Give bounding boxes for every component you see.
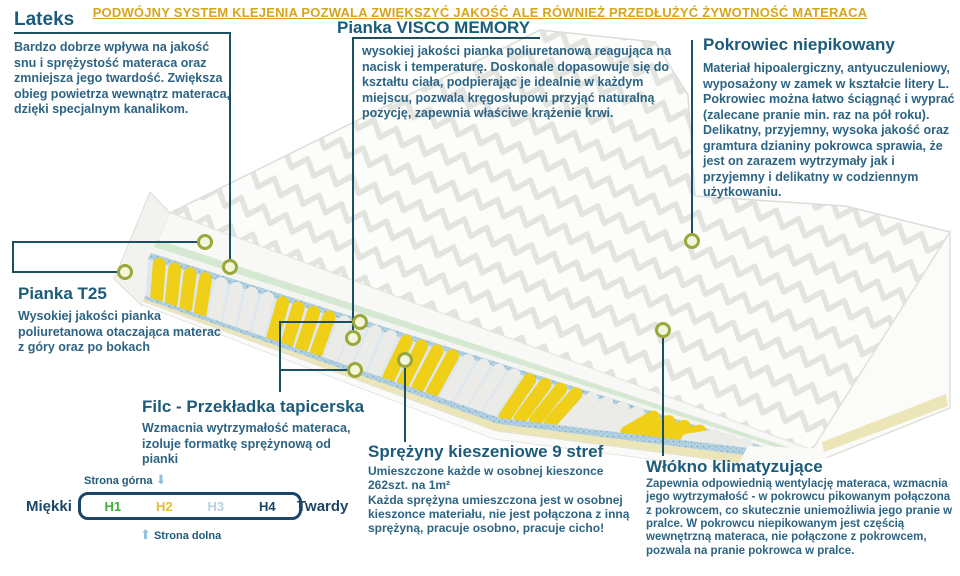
section-body-sprezyny-1: Umieszczone każde w osobnej kieszonce 262szt. na 1m² [368,464,604,492]
section-title-pokrowiec: Pokrowiec niepikowany [703,35,895,54]
section-title-wlokno: Włókno klimatyzujące [646,457,823,476]
section-body-wlokno: Zapewnia odpowiednią wentylację materaca, wzmacnia jego wytrzymałość - w pokrowcu pikowanym połączona z pokrowcem, co skutecznie uniemożliwia jego pranie w pralce. W pokrowcu niepikowanym jest częścią wewnętrzną materaca, nie połączone z pokrowcem, pozwala na pranie pokrowca w pralce. [646,478,953,557]
section-body-lateks: Bardzo dobrze wpływa na jakość snu i sprężystość materaca oraz zmniejsza jego twardość. Zwiększa obieg powietrza wewnątrz materaca, dzięki specjalnym kanalikom. [14,40,231,116]
firmness-level-h4: H4 [258,498,276,514]
section-title-visco: Pianka VISCO MEMORY [337,18,531,37]
section-body-pianka-t25: Wysokiej jakości pianka poliuretanowa otaczająca materac z góry oraz po bokach [18,309,221,354]
section-body-visco: wysokiej jakości pianka poliuretanowa reagująca na nacisk i temperaturę. Doskonale dopasowuje się do kształtu ciała, podpierając je idealnie w każdym miejscu, pozwala kręgosłupowi przyjąć naturalną pozycję, zapewnia właściwe krążenie krwi. [362,44,672,120]
dot-visco [347,332,360,345]
section-body-pokrowiec: Materiał hipoalergiczny, antyuczuleniowy, wyposażony w zamek w kształcie litery L. Pokrowiec można łatwo ściągnąć i wyprać (zalecane pranie min. raz na pół roku). Delikatny, przyjemny, wysoka jakość oraz gramtura dzianiny pokrowca sprawia, że jest on zarazem wytrzymały jak i przyjemny i delikatny w codziennym użytkowaniu. [703,61,955,199]
dot-lateks [224,261,237,274]
scale-bottom-side-text: Strona dolna [153,530,222,542]
scale-bottom-side-label [140,527,221,543]
dot-sprezyny [399,354,412,367]
firmness-level-h2: H2 [155,498,173,514]
section-title-pianka-t25: Pianka T25 [18,284,107,303]
dot-filc-top [354,316,367,329]
section-body-filc: Wzmacnia wytrzymałość materaca, izoluje formatkę sprężynową od pianki [142,421,351,466]
scale-top-side-text: Strona górna [84,475,153,487]
arrow-down-icon: ⬇ [155,472,167,487]
section-title-lateks: Lateks [14,9,75,30]
section-title-sprezyny: Sprężyny kieszeniowe 9 stref [368,442,604,461]
arrow-up-icon: ⬆ [140,527,151,542]
firmness-scale [78,492,302,520]
section-title-filc: Filc - Przekładka tapicerska [142,397,365,416]
firmness-level-h3: H3 [207,498,225,514]
scale-top-side-label [84,472,166,488]
dot-wlokno [657,324,670,337]
dot-t25-bottom [119,266,132,279]
scale-hard-label: Twardy [297,498,349,515]
firmness-level-h1: H1 [104,498,122,514]
dot-t25-top [199,236,212,249]
section-body-sprezyny-2: Każda sprężyna umieszczona jest w osobnej kieszonce materiału, nie jest połączona z inną sprężyną, pracuje osobno, pracuje cicho! [368,493,630,535]
scale-soft-label: Miękki [26,498,72,515]
dot-pokrowiec [686,235,699,248]
page-title: PODWÓJNY SYSTEM KLEJENIA POZWALA ZWIĘKSZYĆ JAKOŚĆ ALE RÓWNIEŻ PRZEDŁUŻYĆ ŻYWOTNOŚĆ MATERACA [92,5,868,20]
dot-filc-bottom [349,364,362,377]
